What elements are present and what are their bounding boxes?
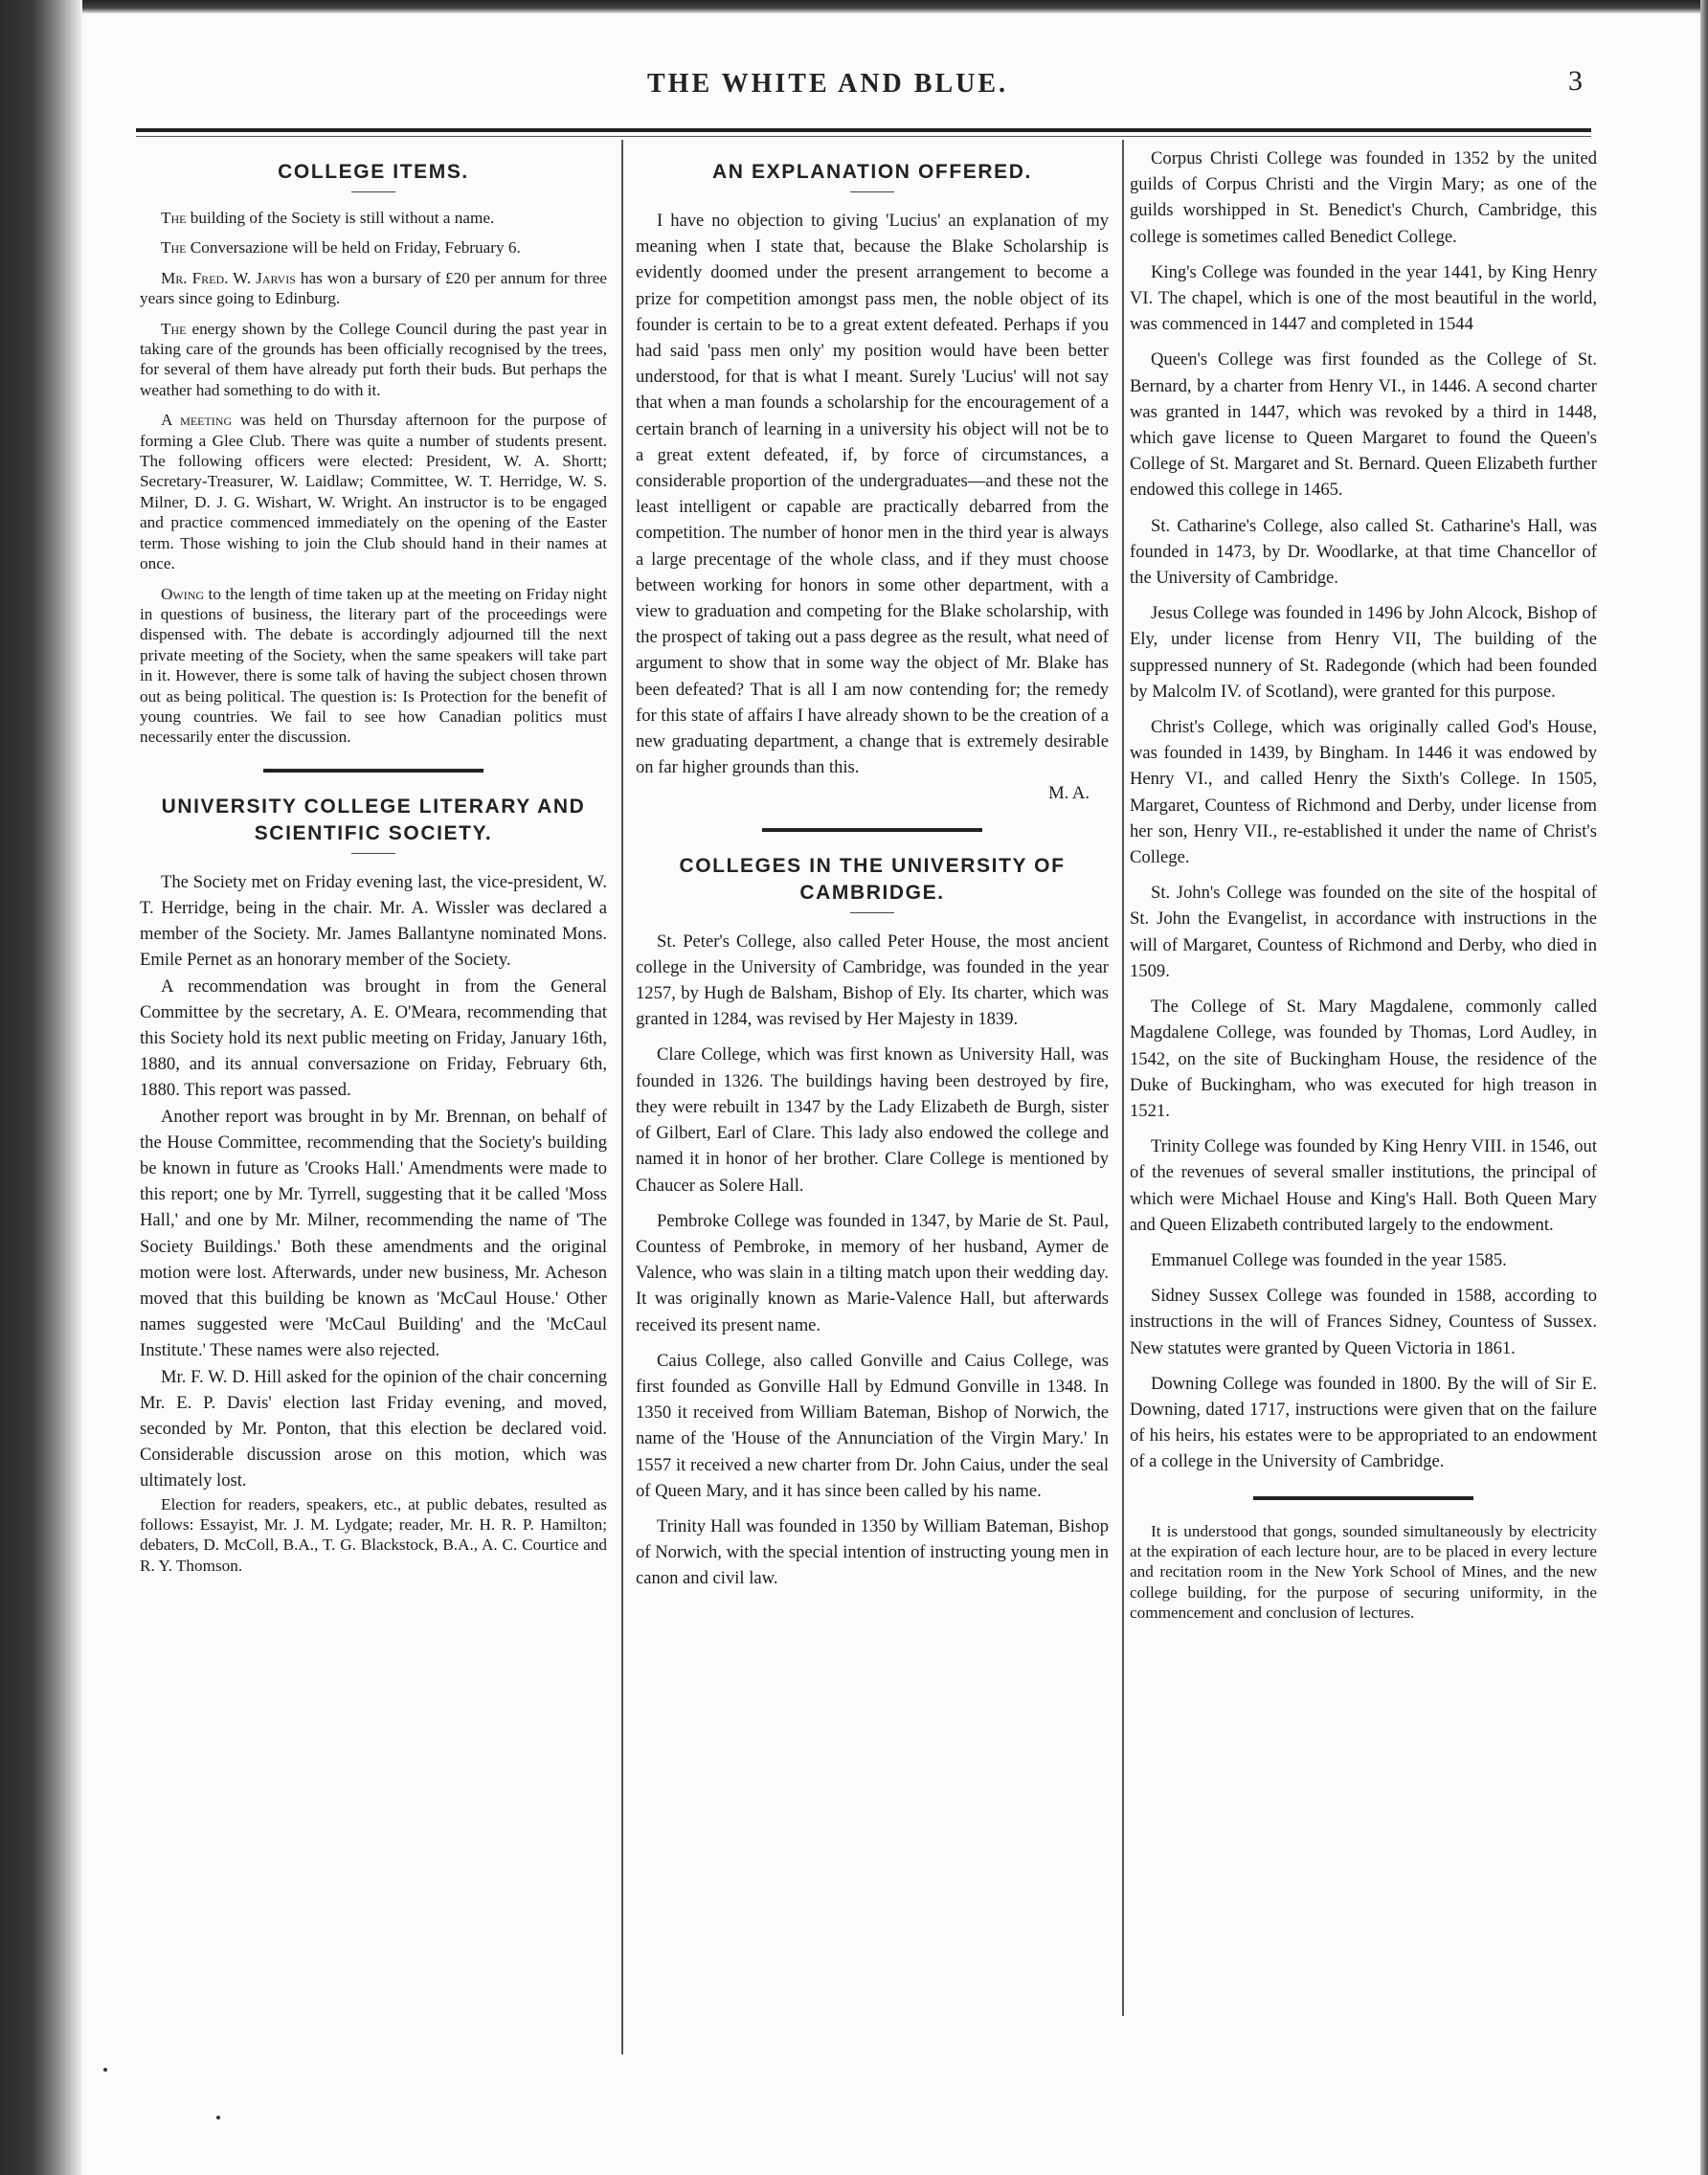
society-paragraph: The Society met on Friday evening last, the vice-president, W. T. Herridge, being in the chair. Mr. A. Wissler was declared a member of the Society. Mr. James Ballantyne nominated Mons. Emile Pernet as an honorary member of the Society.: [140, 871, 607, 971]
society-paragraph: Election for readers, speakers, etc., at public debates, resulted as follows: Essayist, Mr. J. M. Lydgate; reader, Mr. H. R. P. Hamilton; debaters, D. McColl, B.A., T. G. Blackstock, B.A., A. C. Courtice and R. Y. Thomson.: [140, 1494, 607, 1575]
society-paragraph: A recommendation was brought in from the General Committee by the secretary, A. E. O'Meara, recommending that this Society hold its next public meeting on Friday, January 16th, 1880, and its annual conversazione on Friday, February 6th, 1880. This report was passed.: [140, 975, 607, 1101]
dash-rule: [850, 912, 894, 913]
college-item: Mr. Fred. W. Jarvis has won a bursary of £20 per annum for three years since going to Edinburg.: [140, 268, 607, 308]
section-divider: [762, 828, 982, 832]
society-paragraph: Mr. F. W. D. Hill asked for the opinion of the chair concerning Mr. E. P. Davis' election last Friday evening, and moved, seconded by Mr. Ponton, that this election be declared void. Considerable discussion arose on this motion, which was ultimately lost.: [140, 1366, 607, 1491]
page-header: [82, 63, 1700, 111]
header-rule: [136, 128, 1591, 132]
gongs-paragraph: It is understood that gongs, sounded simultaneously by electricity at the expiration of each lecture hour, are to be placed in every lecture and recitation room in the New York School of Mines, and the new college building, for the purpose of securing uniformity, in the commencement and conclusion of lectures.: [1130, 1521, 1597, 1623]
college-paragraph: St. John's College was founded on the site of the hospital of St. John the Evangelist, in accordance with instructions in the will of Margaret, Countess of Richmond and Derby, who died in 1509.: [1130, 883, 1597, 981]
college-paragraph: St. Catharine's College, also called St. Catharine's Hall, was founded in 1473, by Dr. Woodlarke, at that time Chancellor of the University of Cambridge.: [1130, 515, 1597, 589]
college-items: [140, 208, 607, 748]
college-paragraph: Jesus College was founded in 1496 by John Alcock, Bishop of Ely, under license from Henry VII, The building of the suppressed nunnery of St. Radegonde (which had been founded by Malcolm IV. of Scotland), were granted for this purpose.: [1130, 603, 1597, 702]
college-paragraph: Caius College, also called Gonville and Caius College, was first founded as Gonville Hall by Edmund Gonville in 1348. In 1350 it received from William Bateman, Bishop of Norwich, the name of the 'House of the Annunciation of the Virgin Mary.' In 1557 it received a new charter from Dr. John Caius, under the seal of Queen Mary, and it has since been called by his name.: [636, 1350, 1109, 1501]
college-paragraph: The College of St. Mary Magdalene, commonly called Magdalene College, was founded by Thomas, Lord Audley, in 1542, on the site of Buckingham House, the residence of the Duke of Buckingham, who was executed for high treason in 1521.: [1130, 997, 1597, 1121]
scan-right-edge: [1700, 0, 1708, 2175]
explanation-body: I have no objection to giving 'Lucius' an explanation of my meaning when I state that, because the Blake Scholarship is evidently doomed under the present arrangement to become a prize for competition amongst pass men, the noble object of its founder is certain to be to a great extent defeated. Perhaps if you had said 'pass men only' my position would have been better understood, for that is what I meant. Surely 'Lucius' will not say that when a man founds a scholarship for the encouragement of a certain branch of learning in a university his object will not be to a great extent defeated, if, by force of circumstances, a considerable proportion of the undergraduates—and these not the least intelligent or capable are practically debarred from the competition. The number of honor men in the third year is always a large precentage of the whole class, and if they must choose between working for honors in some other department, with a view to graduation and competing for the Blake scholarship, with the prospect of taking out a pass degree as the result, what need of argument to show that in some way the object of Mr. Blake has been defeated? That is all I am now contending for; the remedy for this state of affairs I have already shown to be the creation of a new graduating department, a change that is extremely desirable on far higher grounds than this.: [636, 211, 1109, 778]
college-paragraph: Queen's College was first founded as the College of St. Bernard, by a charter from Henry VI., in 1446. A second charter was granted in 1447, which was revoked by a third in 1448, which gave license to Queen Margaret to found the Queen's College of St. Margaret and St. Bernard. Queen Elizabeth further endowed this college in 1465.: [1130, 349, 1597, 501]
running-title: THE WHITE AND BLUE.: [647, 69, 1009, 99]
scan-speck: [103, 2068, 107, 2072]
column-1: [140, 147, 607, 1576]
explanation-heading: AN EXPLANATION OFFERED.: [712, 161, 1032, 183]
society-heading: UNIVERSITY COLLEGE LITERARY AND SCIENTIFIC SOCIETY.: [161, 795, 586, 844]
column-rule-1: [621, 140, 623, 2054]
scan-speck: [216, 2116, 220, 2119]
scan-left-edge: [0, 0, 82, 2175]
college-paragraph: King's College was founded in the year 1441, by King Henry VI. The chapel, which is one of the most beautiful in the world, was commenced in 1447 and completed in 1544: [1130, 261, 1597, 335]
college-items-heading: COLLEGE ITEMS.: [278, 161, 469, 183]
college-item: The building of the Society is still without a name.: [161, 209, 495, 227]
scan-top-edge: [0, 0, 1708, 13]
college-paragraph: Downing College was founded in 1800. By the will of Sir E. Downing, dated 1717, instructions were given that on the failure of his heirs, his estates were to be appropriated to an endowment of a college in the University of Cambridge.: [1130, 1373, 1597, 1472]
column-rule-2: [1122, 140, 1124, 2016]
college-paragraph: Emmanuel College was founded in the year 1585.: [1151, 1249, 1507, 1270]
college-paragraph: Trinity Hall was founded in 1350 by William Bateman, Bishop of Norwich, with the special intention of instructing young men in canon and civil law.: [636, 1515, 1109, 1589]
column-2: [636, 147, 1109, 1602]
college-paragraph: Pembroke College was founded in 1347, by Marie de St. Paul, Countess of Pembroke, in memory of her husband, Aymer de Valence, who was slain in a tilting match upon their wedding day. It was originally known as Marie-Valence Hall, but afterwards received its present name.: [636, 1210, 1109, 1335]
society-paragraph: Another report was brought in by Mr. Brennan, on behalf of the House Committee, recommending that the Society's building be known in future as 'Crooks Hall.' Amendments were made to this report; one by Mr. Tyrrell, suggesting that it be called 'Moss Hall,' and one by Mr. Milner, recommending the name of 'The Society Buildings.' Both these amendments and the original motion were lost. Afterwards, under new business, Mr. Acheson moved that this building be known as 'McCaul House.' Other names suggested were 'McCaul Building' and the 'McCaul Institute.' These names were also rejected.: [140, 1106, 607, 1361]
college-item: The Conversazione will be held on Friday, February 6.: [161, 238, 521, 258]
newspaper-page: [82, 13, 1700, 2175]
cambridge-heading: COLLEGES IN THE UNIVERSITY OF CAMBRIDGE.: [679, 854, 1066, 904]
college-paragraph: Christ's College, which was originally called God's House, was founded in 1439, by Bingham. In 1446 it was endowed by Henry VI., and called Henry the Sixth's College. In 1505, Margaret, Countess of Richmond and Derby, under license from her son, Henry VII., re-established it under the name of Christ's College.: [1130, 717, 1597, 868]
college-paragraph: Clare College, which was first known as University Hall, was founded in 1326. The buildings having been destroyed by fire, they were rebuilt in 1347 by the Lady Elizabeth de Burgh, sister of Gilbert, Earl of Clare. This lady also endowed the college and named it in honor of her brother. Clare College is mentioned by Chaucer as Solere Hall.: [636, 1044, 1109, 1196]
header-rule-thin: [136, 136, 1591, 137]
college-item: The energy shown by the College Council during the past year in taking care of the grounds has been officially recognised by the trees, for several of them have already put forth their buds. But perhaps the weather had something to do with it.: [140, 319, 607, 399]
dash-rule: [850, 191, 894, 192]
college-paragraph: Trinity College was founded by King Henry VIII. in 1546, out of the revenues of several smaller institutions, the principal of which were Michael House and King's Hall. Both Queen Mary and Queen Elizabeth contributed largely to the endowment.: [1130, 1136, 1597, 1235]
explanation-signature: M. A.: [1048, 783, 1090, 804]
college-item: Owing to the length of time taken up at the meeting on Friday night in questions of business, the literary part of the proceedings were dispensed with. The debate is accordingly adjourned till the next private meeting of the Society, when the same speakers will take part in it. However, there is some talk of having the subject chosen thrown out as being political. The question is: Is Protection for the benefit of young countries. We fail to see how Canadian politics must necessarily enter the discussion.: [140, 584, 607, 747]
column-3: [1130, 146, 1597, 1633]
page-number: 3: [1568, 65, 1583, 97]
dash-rule: [351, 853, 395, 854]
college-paragraph: St. Peter's College, also called Peter House, the most ancient college in the University of Cambridge, was founded in the year 1257, by Hugh de Balsham, Bishop of Ely. Its charter, which was granted in 1284, was revised by Her Majesty in 1839.: [636, 931, 1109, 1030]
section-divider: [1253, 1496, 1473, 1500]
section-divider: [263, 769, 483, 773]
college-paragraph: Corpus Christi College was founded in 1352 by the united guilds of Corpus Christi and the Virgin Mary; as one of the guilds worshipped in St. Benedict's Church, Cambridge, this college is sometimes called Benedict College.: [1130, 148, 1597, 247]
college-item: A meeting was held on Thursday afternoon for the purpose of forming a Glee Club. There was quite a number of students present. The following officers were elected: President, W. A. Shortt; Secretary-Treasurer, W. Laidlaw; Committee, W. T. Herridge, W. S. Milner, D. J. G. Wishart, W. Wright. An instructor is to be engaged and practice commenced immediately on the opening of the Easter term. Those wishing to join the Club should hand in their names at once.: [140, 411, 607, 573]
dash-rule: [351, 191, 395, 192]
college-paragraph: Sidney Sussex College was founded in 1588, according to instructions in the will of Frances Sidney, Countess of Sussex. New statutes were granted by Queen Victoria in 1861.: [1130, 1286, 1597, 1358]
